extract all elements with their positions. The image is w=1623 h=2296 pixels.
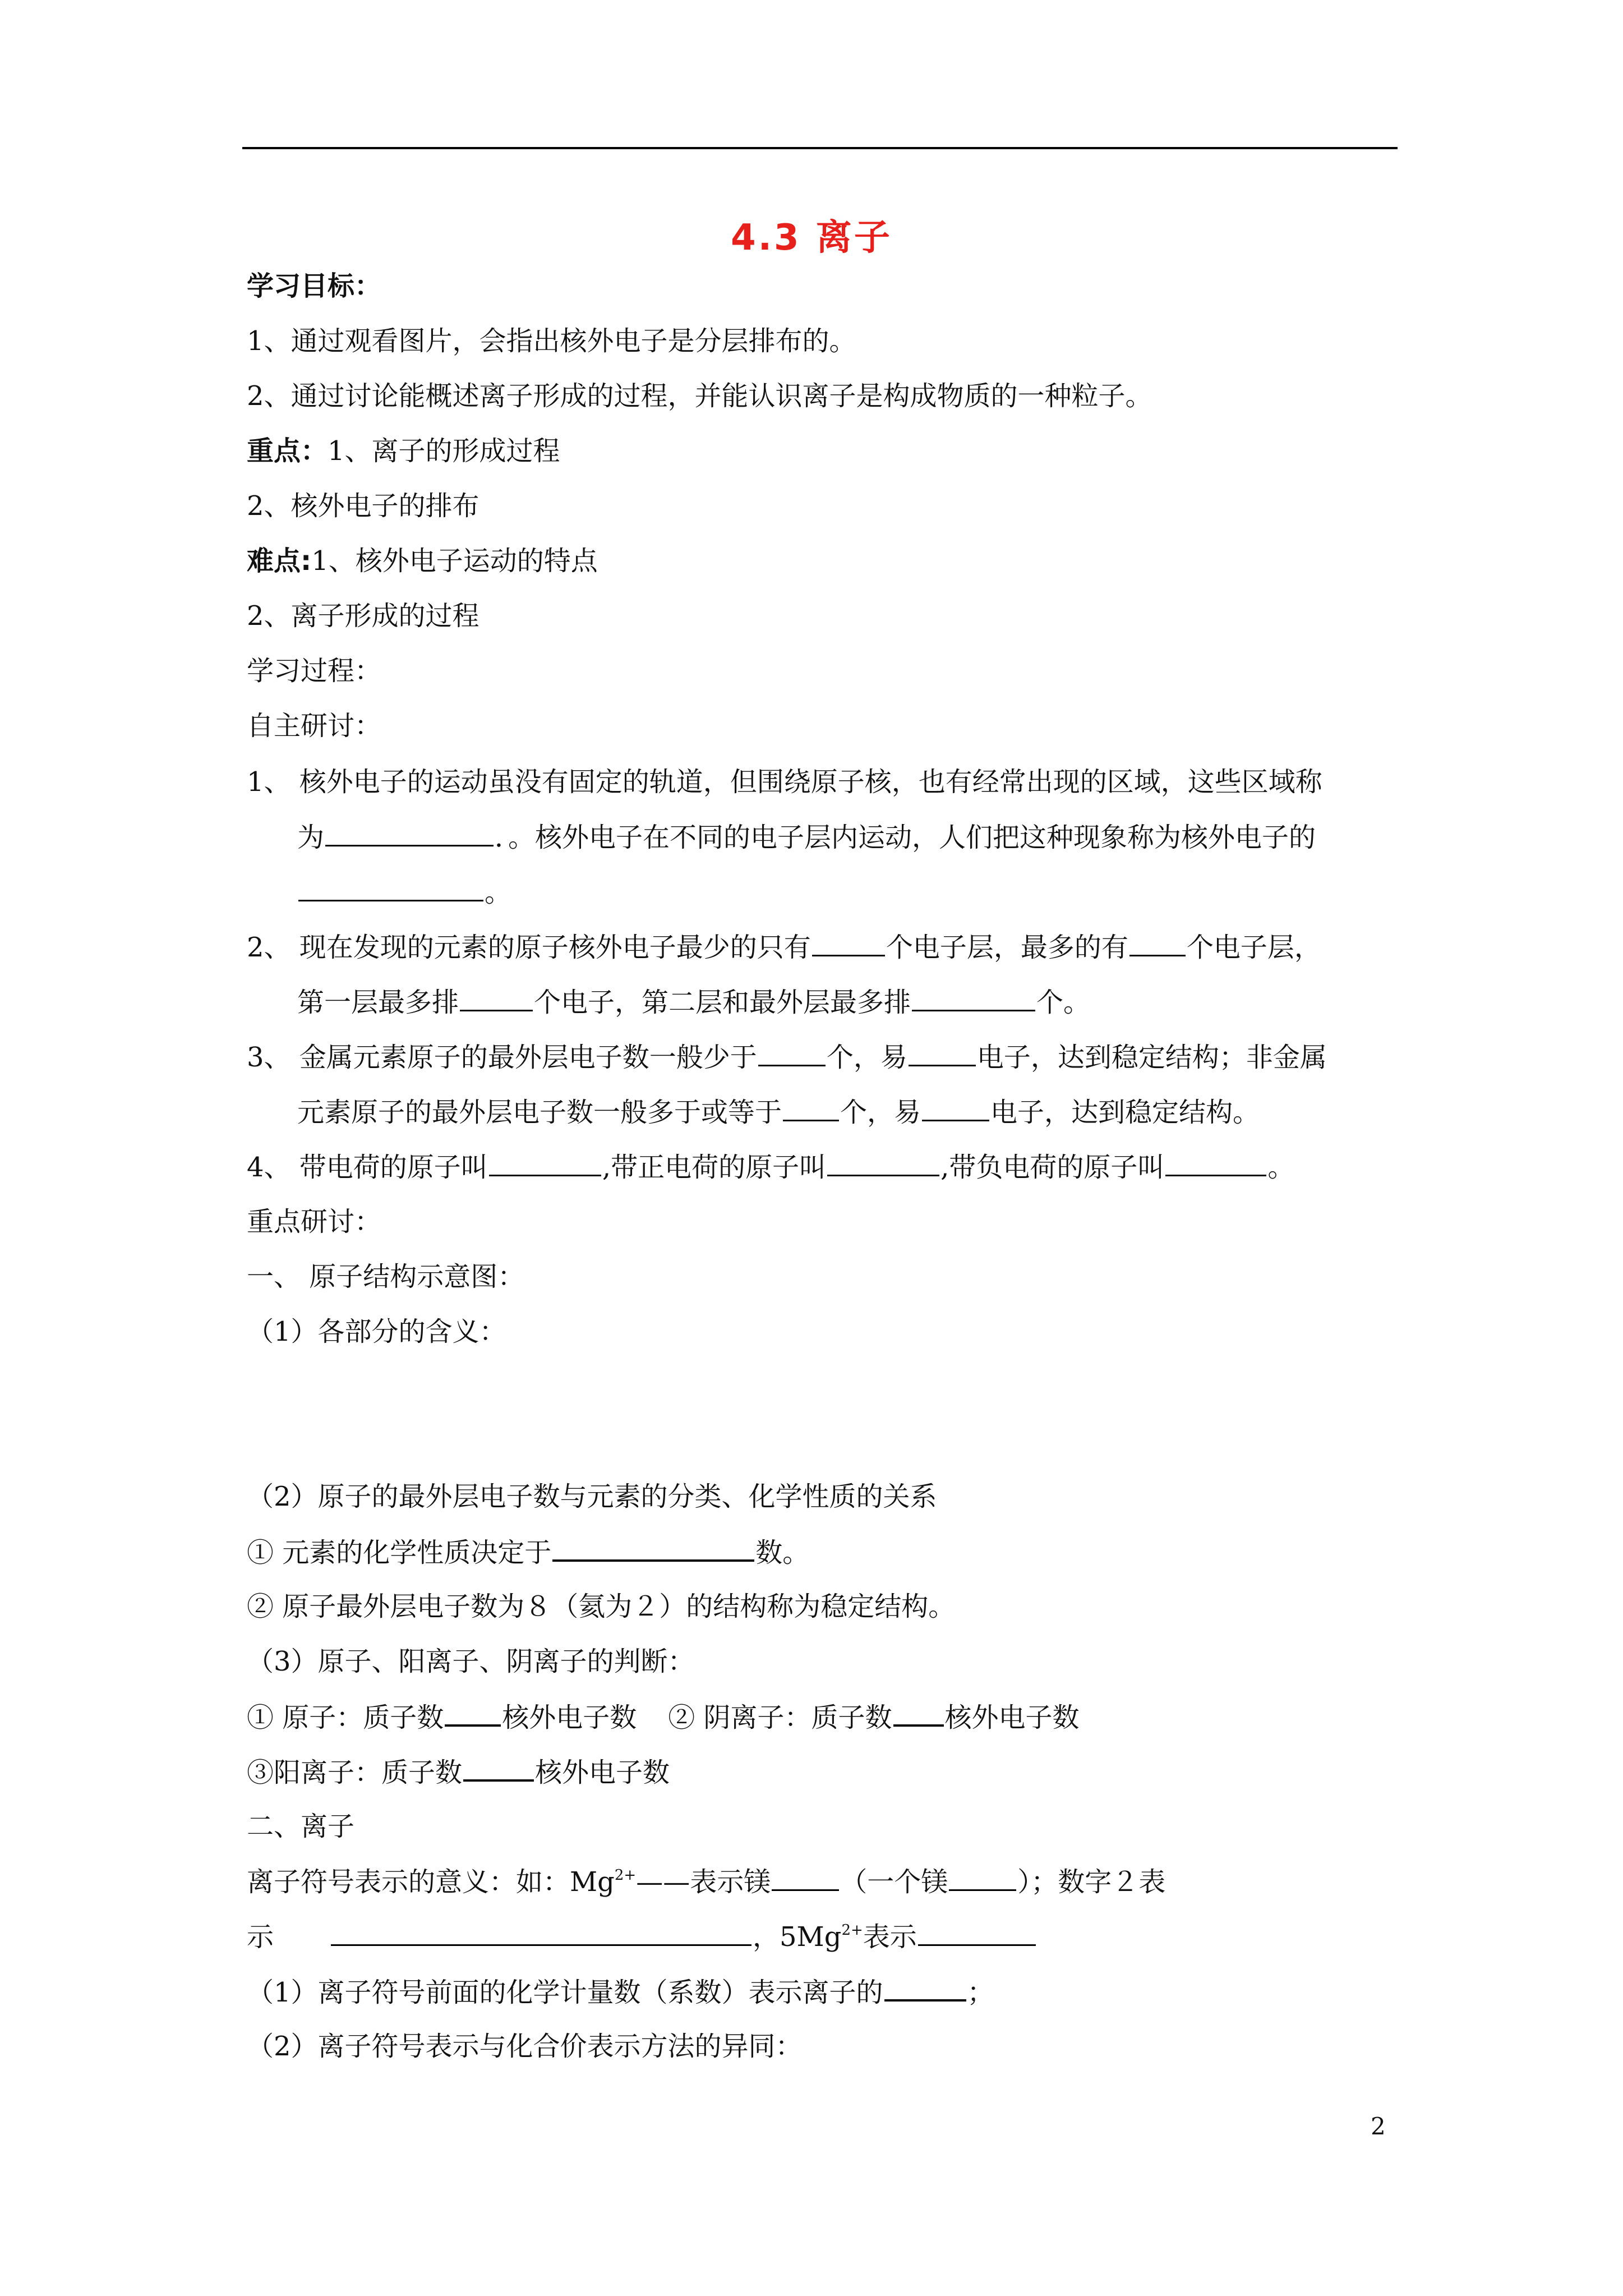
text: 示 [247,1921,274,1953]
text: 电子，达到稳定结构；非金属 [976,1042,1327,1073]
process-heading: 学习过程： [247,655,382,687]
key-point: 1、离子的形成过程 [328,435,560,467]
part-2: （2）原子的最外层电子数与元素的分类、化学性质的关系 [247,1481,937,1512]
text: 2、 现在发现的元素的原子核外电子最少的只有 [247,932,811,963]
part-3: （3）原子、阳离子、阴离子的判断： [247,1646,695,1677]
text: 个。 [1036,987,1091,1018]
question-2-line-2 [297,984,1090,1020]
text: ,带正电荷的原子叫 [602,1152,827,1183]
fill-blank[interactable] [1165,1149,1266,1176]
fill-blank[interactable] [463,1754,534,1782]
text: ② 阴离子：质子数 [668,1702,892,1733]
conclusion-1 [247,1534,809,1571]
fill-blank[interactable] [445,1699,501,1727]
fill-blank[interactable] [922,1094,989,1121]
page-number: 2 [1371,2113,1386,2140]
objectives-heading: 学习目标： [247,270,382,302]
fill-blank[interactable] [552,1534,754,1562]
self-study-heading: 自主研讨： [247,710,382,742]
text: 个电子层， [1186,932,1321,963]
text: 第一层最多排 [297,987,459,1018]
text: 元素原子的最外层电子数一般多于或等于 [297,1097,782,1128]
note-1 [247,1973,994,2010]
text: ,带负电荷的原子叫 [940,1152,1165,1183]
text: 核外电子数 [535,1757,670,1788]
question-1-line-3 [297,874,511,910]
charge-superscript: 2+ [614,1867,637,1884]
text: 个，易 [826,1042,907,1073]
note-2: （2）离子符号表示与化合价表示方法的异同： [247,2031,803,2062]
text: ① 原子：质子数 [247,1702,444,1733]
fill-blank[interactable] [298,874,483,901]
section-2-heading: 二、离子 [247,1811,355,1842]
text: ； [967,1977,994,2008]
key-points-line [247,433,560,469]
text: ——表示镁 [636,1866,771,1898]
difficulties-line [247,543,598,579]
fill-blank[interactable] [949,1864,1016,1891]
conclusion-2: ② 原子最外层电子数为８（氦为２）的结构称为稳定结构。 [247,1591,956,1622]
text: 。 [1267,1152,1295,1183]
text: ）；数字２表 [1017,1866,1166,1898]
header-rule [242,147,1398,149]
text: （一个镁 [840,1866,948,1898]
fill-blank[interactable] [884,1973,966,2001]
question-3-line-2 [297,1094,1260,1130]
ion-symbol-line-2 [247,1918,1037,1955]
fill-blank[interactable] [772,1864,839,1891]
fill-blank[interactable] [909,1039,976,1066]
question-1-line-2 [297,819,1316,855]
text: ① 元素的化学性质决定于 [247,1537,552,1568]
fill-blank[interactable] [918,1918,1036,1946]
fill-blank[interactable] [812,929,885,956]
difficulty: 2、离子形成的过程 [247,600,479,632]
text: 核外电子数 [502,1702,637,1733]
fill-blank[interactable] [893,1699,944,1727]
text: 电子，达到稳定结构。 [990,1097,1260,1128]
text: ．。核外电子在不同的电子层内运动，人们把这种现象称为核外电子的 [495,822,1316,853]
fill-blank[interactable] [489,1149,601,1176]
key-points-label: 重点： [247,435,328,467]
text: 离子符号表示的意义：如：Mg [247,1866,615,1898]
fill-blank[interactable] [827,1149,939,1176]
part-1: （1）各部分的含义： [247,1316,506,1347]
text: （1）离子符号前面的化学计量数（系数）表示离子的 [247,1977,883,2008]
text: 数。 [755,1537,810,1568]
text: 4、 带电荷的原子叫 [247,1152,488,1183]
cation-line [247,1754,670,1791]
key-point: 2、核外电子的排布 [247,490,479,522]
difficulties-label: 难点: [247,545,312,577]
fill-blank[interactable] [325,819,494,846]
text: 个电子层，最多的有 [886,932,1128,963]
difficulty: 1、核外电子运动的特点 [311,545,598,577]
question-2-line-1 [247,929,1321,965]
fill-blank[interactable] [460,984,533,1011]
question-1-line-1: 1、 核外电子的运动虽没有固定的轨道，但围绕原子核，也有经常出现的区域，这些区域称 [247,766,1322,798]
section-1-heading: 一、 原子结构示意图： [247,1261,525,1292]
text: 为 [297,822,325,853]
fill-blank[interactable] [912,984,1035,1011]
text: 3、 金属元素原子的最外层电子数一般少于 [247,1042,757,1073]
fill-blank[interactable] [331,1918,751,1946]
charge-superscript: 2+ [841,1922,863,1939]
text: 个电子，第二层和最外层最多排 [534,987,911,1018]
text: 核外电子数 [944,1702,1080,1733]
objective-item: 1、通过观看图片，会指出核外电子是分层排布的。 [247,325,856,357]
fill-blank[interactable] [783,1094,839,1121]
page-title: 4.3 离子 [731,217,892,259]
ion-symbol-line [247,1864,1165,1900]
atom-anion-line [247,1699,1080,1736]
text: 表示 [863,1921,917,1953]
focus-heading: 重点研讨： [247,1206,382,1237]
fill-blank[interactable] [1129,929,1186,956]
text: 。 [485,877,512,908]
text: ③阳离子：质子数 [247,1757,463,1788]
question-3-line-1 [247,1039,1327,1075]
fill-blank[interactable] [758,1039,826,1066]
text: ，5Mg [753,1921,842,1953]
objective-item: 2、通过讨论能概述离子形成的过程，并能认识离子是构成物质的一种粒子。 [247,380,1152,412]
question-4-line [247,1149,1294,1185]
text: 个，易 [840,1097,921,1128]
